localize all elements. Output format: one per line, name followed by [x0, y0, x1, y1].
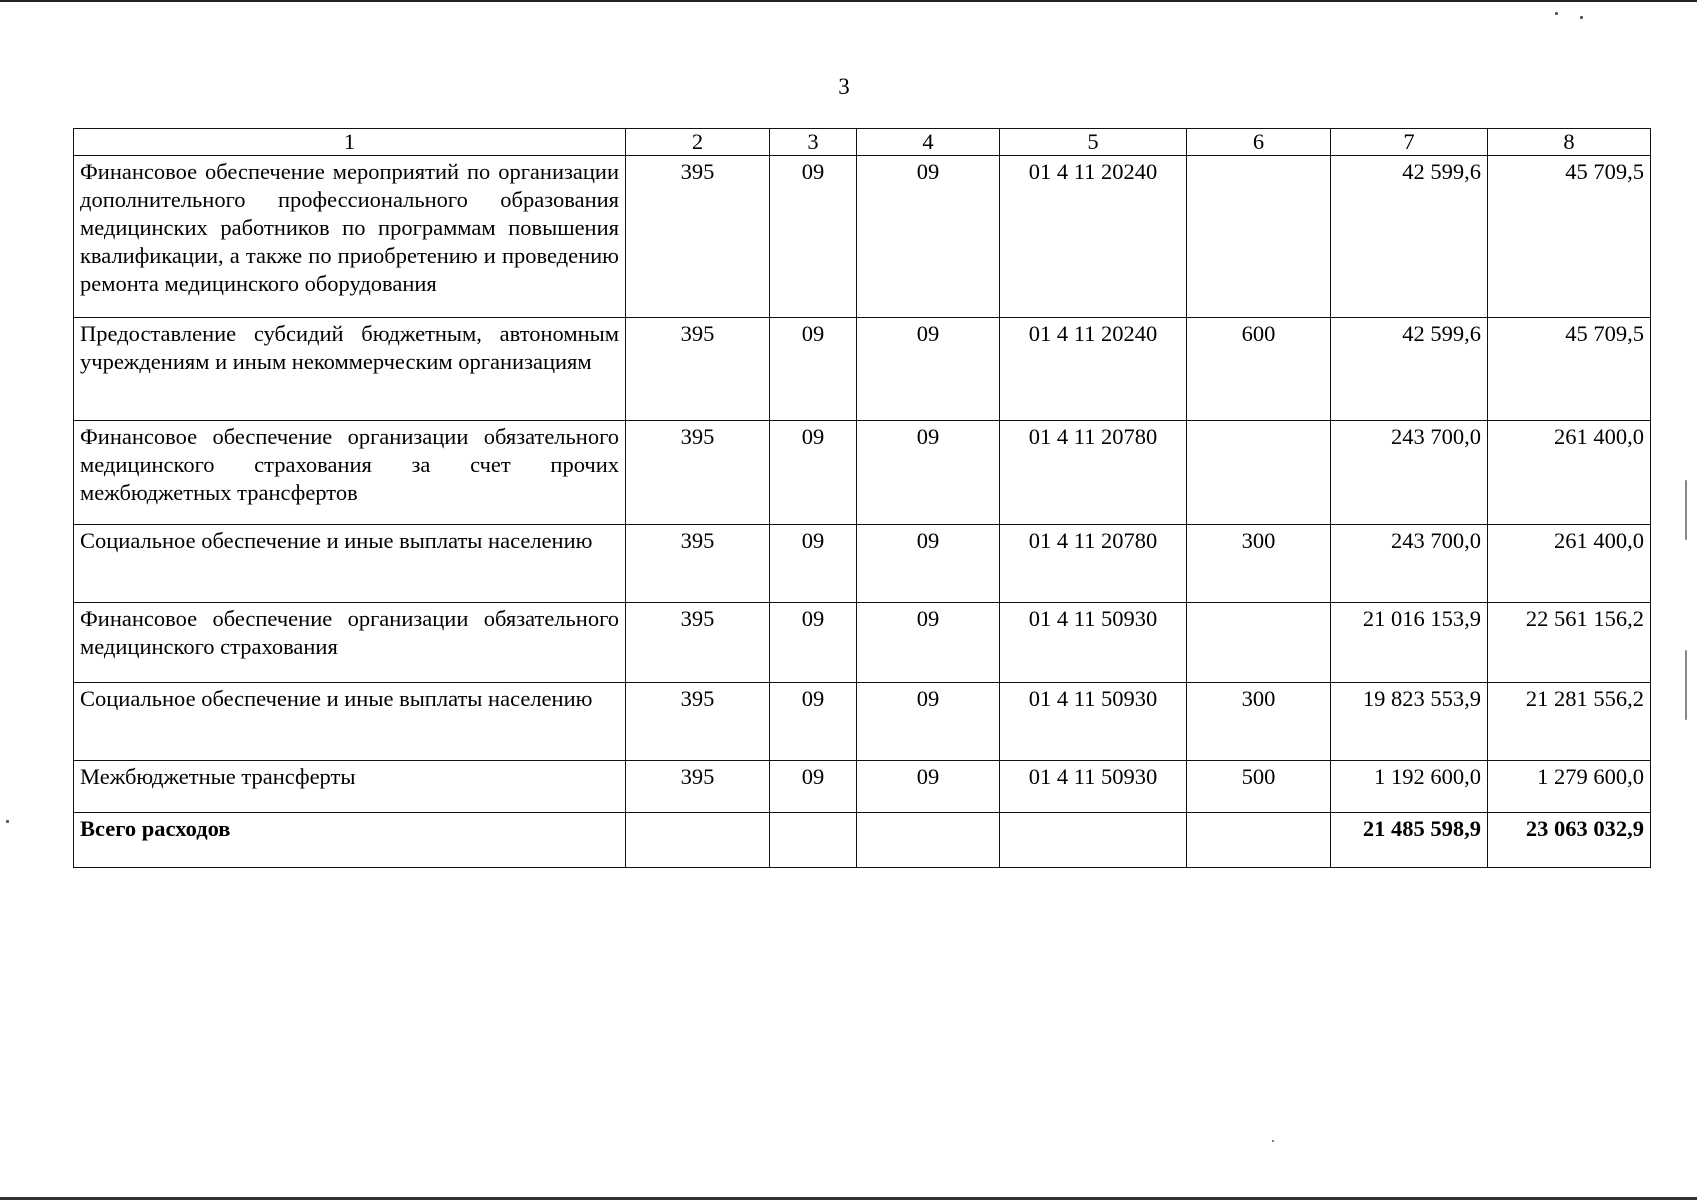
table-row — [74, 683, 1651, 761]
cell-expense-type: 500 — [1187, 761, 1331, 813]
table-row — [74, 421, 1651, 525]
cell-amount-year1: 1 192 600,0 — [1331, 761, 1488, 813]
cell-admin-code: 395 — [626, 683, 770, 761]
total-label: Всего расходов — [74, 813, 626, 868]
total-amount-year2: 23 063 032,9 — [1488, 813, 1651, 868]
table-row — [74, 761, 1651, 813]
cell-section: 09 — [770, 421, 857, 525]
cell-target-article: 01 4 11 20240 — [1000, 156, 1187, 318]
row-description: Межбюджетные трансферты — [74, 761, 626, 813]
total-empty-cell — [1187, 813, 1331, 868]
cell-expense-type: 300 — [1187, 525, 1331, 603]
cell-amount-year2: 21 281 556,2 — [1488, 683, 1651, 761]
cell-target-article: 01 4 11 20780 — [1000, 421, 1187, 525]
cell-amount-year2: 261 400,0 — [1488, 525, 1651, 603]
scan-speck — [1685, 650, 1687, 720]
table-row — [74, 318, 1651, 421]
cell-expense-type — [1187, 603, 1331, 683]
table-header-row — [74, 129, 1651, 156]
scan-speck — [6, 820, 9, 823]
scan-speck — [1272, 1140, 1274, 1142]
page-top-edge — [0, 0, 1697, 2]
cell-admin-code: 395 — [626, 421, 770, 525]
budget-expenditure-table — [73, 128, 1651, 868]
total-empty-cell — [1000, 813, 1187, 868]
total-amount-year1: 21 485 598,9 — [1331, 813, 1488, 868]
row-description: Финансовое обеспечение организации обязательного медицинского страхования за счет прочих межбюджетных трансфертов — [74, 421, 626, 525]
cell-amount-year2: 261 400,0 — [1488, 421, 1651, 525]
cell-amount-year1: 42 599,6 — [1331, 156, 1488, 318]
total-empty-cell — [626, 813, 770, 868]
row-description: Предоставление субсидий бюджетным, автономным учреждениям и иным некоммерческим организациям — [74, 318, 626, 421]
cell-expense-type: 600 — [1187, 318, 1331, 421]
cell-subsection: 09 — [857, 156, 1000, 318]
cell-amount-year2: 45 709,5 — [1488, 318, 1651, 421]
cell-section: 09 — [770, 603, 857, 683]
cell-amount-year2: 1 279 600,0 — [1488, 761, 1651, 813]
cell-target-article: 01 4 11 50930 — [1000, 603, 1187, 683]
cell-subsection: 09 — [857, 525, 1000, 603]
total-empty-cell — [857, 813, 1000, 868]
scan-speck — [1685, 480, 1687, 540]
cell-section: 09 — [770, 525, 857, 603]
cell-subsection: 09 — [857, 603, 1000, 683]
cell-subsection: 09 — [857, 683, 1000, 761]
cell-amount-year1: 19 823 553,9 — [1331, 683, 1488, 761]
cell-expense-type — [1187, 421, 1331, 525]
page-number: 3 — [838, 74, 850, 99]
scan-speck — [1580, 16, 1583, 19]
cell-target-article: 01 4 11 20240 — [1000, 318, 1187, 421]
row-description: Финансовое обеспечение организации обязательного медицинского страхования — [74, 603, 626, 683]
row-description: Социальное обеспечение и иные выплаты населению — [74, 525, 626, 603]
cell-target-article: 01 4 11 50930 — [1000, 761, 1187, 813]
cell-admin-code: 395 — [626, 603, 770, 683]
header-cell-2: 2 — [626, 129, 770, 156]
header-cell-6: 6 — [1187, 129, 1331, 156]
cell-admin-code: 395 — [626, 318, 770, 421]
cell-section: 09 — [770, 318, 857, 421]
row-description: Финансовое обеспечение мероприятий по организации дополнительного профессионального образования медицинских работников по программам повышения квалификации, а также по приобретению и проведению ремонта медицинского оборудования — [74, 156, 626, 318]
header-cell-7: 7 — [1331, 129, 1488, 156]
table-row — [74, 525, 1651, 603]
scan-speck — [1555, 12, 1558, 15]
cell-expense-type: 300 — [1187, 683, 1331, 761]
cell-subsection: 09 — [857, 421, 1000, 525]
cell-section: 09 — [770, 761, 857, 813]
cell-section: 09 — [770, 156, 857, 318]
header-cell-8: 8 — [1488, 129, 1651, 156]
header-cell-5: 5 — [1000, 129, 1187, 156]
cell-admin-code: 395 — [626, 156, 770, 318]
table-row — [74, 156, 1651, 318]
cell-amount-year1: 42 599,6 — [1331, 318, 1488, 421]
cell-subsection: 09 — [857, 761, 1000, 813]
cell-amount-year2: 45 709,5 — [1488, 156, 1651, 318]
cell-target-article: 01 4 11 20780 — [1000, 525, 1187, 603]
cell-subsection: 09 — [857, 318, 1000, 421]
cell-admin-code: 395 — [626, 761, 770, 813]
row-description: Социальное обеспечение и иные выплаты населению — [74, 683, 626, 761]
cell-amount-year2: 22 561 156,2 — [1488, 603, 1651, 683]
total-empty-cell — [770, 813, 857, 868]
header-cell-1: 1 — [74, 129, 626, 156]
header-cell-3: 3 — [770, 129, 857, 156]
cell-target-article: 01 4 11 50930 — [1000, 683, 1187, 761]
total-row — [74, 813, 1651, 868]
cell-amount-year1: 243 700,0 — [1331, 421, 1488, 525]
cell-amount-year1: 243 700,0 — [1331, 525, 1488, 603]
cell-admin-code: 395 — [626, 525, 770, 603]
cell-amount-year1: 21 016 153,9 — [1331, 603, 1488, 683]
header-cell-4: 4 — [857, 129, 1000, 156]
cell-section: 09 — [770, 683, 857, 761]
cell-expense-type — [1187, 156, 1331, 318]
table-row — [74, 603, 1651, 683]
